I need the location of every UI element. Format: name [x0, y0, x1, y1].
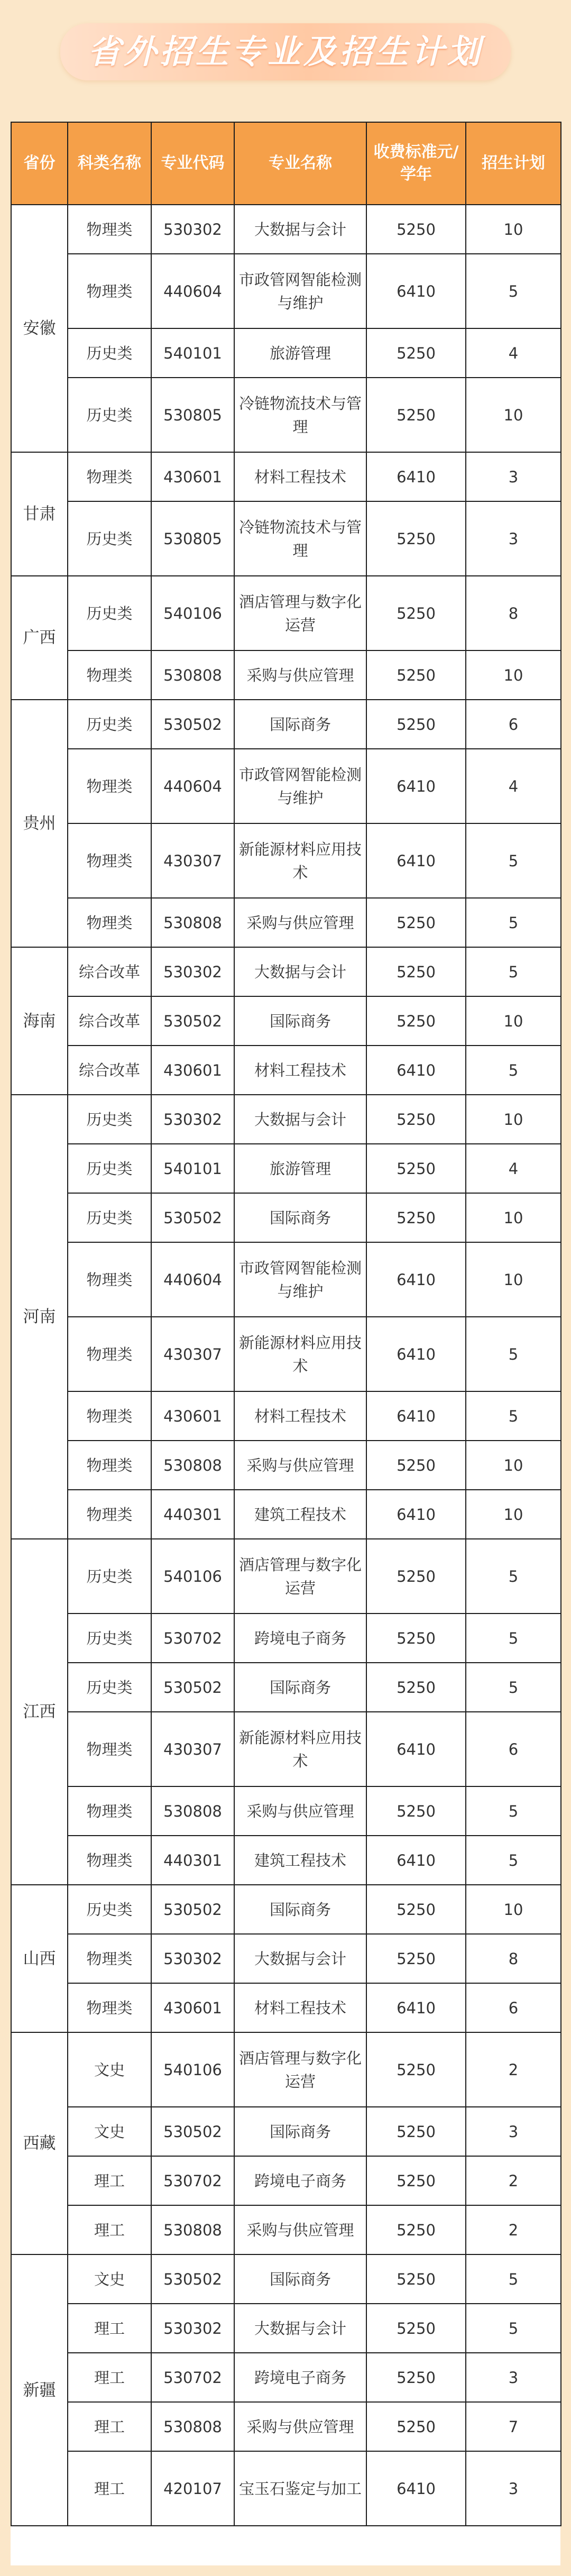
major-name-cell: 国际商务: [234, 2107, 366, 2156]
tuition-cell: 6410: [366, 1317, 466, 1391]
quota-cell: 2: [466, 2205, 561, 2254]
table-row: [11, 2353, 561, 2402]
major-name-cell: 国际商务: [234, 1885, 366, 1934]
province-cell: 河南: [11, 1095, 68, 1539]
category-cell: 历史类: [68, 328, 151, 378]
province-cell: 广西: [11, 576, 68, 700]
table-row: [11, 1663, 561, 1712]
major-name-cell: 跨境电子商务: [234, 2353, 366, 2402]
tuition-cell: 5250: [366, 2254, 466, 2304]
table-row: [11, 254, 561, 328]
major-name-cell: 采购与供应管理: [234, 1441, 366, 1490]
tuition-cell: 5250: [366, 501, 466, 576]
tuition-cell: 6410: [366, 2451, 466, 2526]
quota-cell: 5: [466, 2304, 561, 2353]
tuition-cell: 5250: [366, 650, 466, 700]
quota-cell: 5: [466, 254, 561, 328]
major-code-cell: 530302: [151, 1095, 234, 1144]
tuition-cell: 6410: [366, 452, 466, 501]
major-name-cell: 材料工程技术: [234, 1983, 366, 2032]
header-major-name: 专业名称: [234, 122, 366, 205]
quota-cell: 5: [466, 1836, 561, 1885]
category-cell: 理工: [68, 2402, 151, 2451]
category-cell: 理工: [68, 2156, 151, 2205]
quota-cell: 5: [466, 898, 561, 947]
table-row: [11, 1712, 561, 1786]
major-code-cell: 430601: [151, 1046, 234, 1095]
category-cell: 理工: [68, 2304, 151, 2353]
tuition-cell: 6410: [366, 1046, 466, 1095]
major-code-cell: 530808: [151, 650, 234, 700]
category-cell: 历史类: [68, 1663, 151, 1712]
major-name-cell: 市政管网智能检测与维护: [234, 749, 366, 823]
page-title: 省外招生专业及招生计划: [60, 23, 511, 80]
tuition-cell: 6410: [366, 749, 466, 823]
category-cell: 物理类: [68, 1712, 151, 1786]
major-name-cell: 采购与供应管理: [234, 2402, 366, 2451]
quota-cell: 5: [466, 1317, 561, 1391]
category-cell: 历史类: [68, 1193, 151, 1242]
major-code-cell: 530502: [151, 1193, 234, 1242]
tuition-cell: 5250: [366, 378, 466, 452]
major-name-cell: 冷链物流技术与管理: [234, 501, 366, 576]
quota-cell: 3: [466, 501, 561, 576]
major-name-cell: 国际商务: [234, 1663, 366, 1712]
major-name-cell: 材料工程技术: [234, 1046, 366, 1095]
table-row: [11, 1193, 561, 1242]
major-name-cell: 大数据与会计: [234, 1095, 366, 1144]
major-code-cell: 540101: [151, 1144, 234, 1193]
tuition-cell: 5250: [366, 1614, 466, 1663]
major-name-cell: 跨境电子商务: [234, 1614, 366, 1663]
table-row: [11, 205, 561, 254]
table-row: [11, 2205, 561, 2254]
major-code-cell: 530808: [151, 1441, 234, 1490]
major-code-cell: 440604: [151, 749, 234, 823]
quota-cell: 5: [466, 947, 561, 996]
category-cell: 历史类: [68, 1885, 151, 1934]
province-cell: 江西: [11, 1539, 68, 1885]
major-code-cell: 530702: [151, 2156, 234, 2205]
major-name-cell: 酒店管理与数字化运营: [234, 576, 366, 650]
category-cell: 文史: [68, 2107, 151, 2156]
tuition-cell: 6410: [366, 1490, 466, 1539]
province-cell: 海南: [11, 947, 68, 1095]
major-name-cell: 大数据与会计: [234, 2304, 366, 2353]
category-cell: 物理类: [68, 254, 151, 328]
major-code-cell: 530502: [151, 2254, 234, 2304]
table-body: [11, 205, 561, 2526]
major-name-cell: 国际商务: [234, 996, 366, 1046]
major-code-cell: 530302: [151, 205, 234, 254]
tuition-cell: 5250: [366, 1144, 466, 1193]
province-cell: 新疆: [11, 2254, 68, 2526]
table-row: [11, 1614, 561, 1663]
tuition-cell: 6410: [366, 254, 466, 328]
major-code-cell: 530502: [151, 1663, 234, 1712]
table-row: [11, 1242, 561, 1317]
category-cell: 物理类: [68, 1317, 151, 1391]
tuition-cell: 5250: [366, 1193, 466, 1242]
tuition-cell: 5250: [366, 2032, 466, 2107]
header-province: 省份: [11, 122, 68, 205]
major-code-cell: 440604: [151, 1242, 234, 1317]
tuition-cell: 5250: [366, 2304, 466, 2353]
major-code-cell: 530808: [151, 2205, 234, 2254]
major-code-cell: 530302: [151, 947, 234, 996]
major-name-cell: 旅游管理: [234, 328, 366, 378]
major-name-cell: 市政管网智能检测与维护: [234, 254, 366, 328]
major-code-cell: 430601: [151, 452, 234, 501]
major-name-cell: 采购与供应管理: [234, 1786, 366, 1836]
quota-cell: 3: [466, 2107, 561, 2156]
table-row: [11, 378, 561, 452]
table-row: [11, 2107, 561, 2156]
category-cell: 物理类: [68, 1934, 151, 1983]
major-name-cell: 新能源材料应用技术: [234, 1712, 366, 1786]
tuition-cell: 5250: [366, 576, 466, 650]
header-row: [11, 122, 561, 205]
table-row: [11, 749, 561, 823]
category-cell: 历史类: [68, 1614, 151, 1663]
tuition-cell: 6410: [366, 1391, 466, 1441]
tuition-cell: 6410: [366, 823, 466, 898]
quota-cell: 10: [466, 205, 561, 254]
category-cell: 综合改革: [68, 947, 151, 996]
province-cell: 安徽: [11, 205, 68, 452]
table-row: [11, 2032, 561, 2107]
table-row: [11, 996, 561, 1046]
major-name-cell: 酒店管理与数字化运营: [234, 1539, 366, 1614]
major-name-cell: 宝玉石鉴定与加工: [234, 2451, 366, 2526]
category-cell: 物理类: [68, 1786, 151, 1836]
major-code-cell: 530502: [151, 1885, 234, 1934]
table-row: [11, 1836, 561, 1885]
category-cell: 物理类: [68, 1391, 151, 1441]
quota-cell: 6: [466, 700, 561, 749]
category-cell: 物理类: [68, 749, 151, 823]
tuition-cell: 6410: [366, 1983, 466, 2032]
major-code-cell: 530808: [151, 898, 234, 947]
major-name-cell: 采购与供应管理: [234, 898, 366, 947]
major-code-cell: 430601: [151, 1391, 234, 1441]
category-cell: 历史类: [68, 378, 151, 452]
tuition-cell: 5250: [366, 328, 466, 378]
quota-cell: 10: [466, 650, 561, 700]
major-code-cell: 440604: [151, 254, 234, 328]
table-row: [11, 1983, 561, 2032]
table-row: [11, 700, 561, 749]
table-row: [11, 898, 561, 947]
table-row: [11, 328, 561, 378]
province-cell: 贵州: [11, 700, 68, 947]
major-code-cell: 420107: [151, 2451, 234, 2526]
category-cell: 物理类: [68, 1441, 151, 1490]
major-code-cell: 530302: [151, 2304, 234, 2353]
major-name-cell: 国际商务: [234, 1193, 366, 1242]
table-row: [11, 1095, 561, 1144]
quota-cell: 10: [466, 1095, 561, 1144]
major-name-cell: 建筑工程技术: [234, 1490, 366, 1539]
category-cell: 物理类: [68, 1490, 151, 1539]
table-row: [11, 1317, 561, 1391]
table-row: [11, 2156, 561, 2205]
quota-cell: 2: [466, 2156, 561, 2205]
category-cell: 物理类: [68, 1836, 151, 1885]
category-cell: 物理类: [68, 452, 151, 501]
quota-cell: 10: [466, 1490, 561, 1539]
major-name-cell: 冷链物流技术与管理: [234, 378, 366, 452]
tuition-cell: 5250: [366, 2107, 466, 2156]
category-cell: 物理类: [68, 898, 151, 947]
table-row: [11, 823, 561, 898]
category-cell: 历史类: [68, 1095, 151, 1144]
header-tuition: 收费标准元/学年: [366, 122, 466, 205]
admission-plan-table: [11, 122, 561, 2526]
quota-cell: 3: [466, 2451, 561, 2526]
category-cell: 物理类: [68, 1983, 151, 2032]
category-cell: 物理类: [68, 650, 151, 700]
header-category: 科类名称: [68, 122, 151, 205]
category-cell: 综合改革: [68, 996, 151, 1046]
major-code-cell: 430307: [151, 1317, 234, 1391]
quota-cell: 4: [466, 1144, 561, 1193]
tuition-cell: 6410: [366, 1712, 466, 1786]
category-cell: 文史: [68, 2032, 151, 2107]
quota-cell: 8: [466, 576, 561, 650]
province-cell: 山西: [11, 1885, 68, 2032]
quota-cell: 10: [466, 1193, 561, 1242]
major-code-cell: 440301: [151, 1490, 234, 1539]
major-code-cell: 540106: [151, 1539, 234, 1614]
major-code-cell: 530702: [151, 1614, 234, 1663]
tuition-cell: 6410: [366, 1242, 466, 1317]
quota-cell: 5: [466, 1663, 561, 1712]
tuition-cell: 5250: [366, 2205, 466, 2254]
table-row: [11, 1441, 561, 1490]
table-row: [11, 1934, 561, 1983]
quota-cell: 5: [466, 1539, 561, 1614]
category-cell: 物理类: [68, 1242, 151, 1317]
tuition-cell: 5250: [366, 1786, 466, 1836]
major-name-cell: 建筑工程技术: [234, 1836, 366, 1885]
quota-cell: 5: [466, 823, 561, 898]
category-cell: 历史类: [68, 501, 151, 576]
quota-cell: 2: [466, 2032, 561, 2107]
quota-cell: 5: [466, 1046, 561, 1095]
table-row: [11, 2304, 561, 2353]
tuition-cell: 5250: [366, 1095, 466, 1144]
tuition-cell: 5250: [366, 700, 466, 749]
quota-cell: 10: [466, 378, 561, 452]
major-code-cell: 540106: [151, 2032, 234, 2107]
quota-cell: 5: [466, 1391, 561, 1441]
major-name-cell: 材料工程技术: [234, 1391, 366, 1441]
quota-cell: 10: [466, 1441, 561, 1490]
quota-cell: 5: [466, 1786, 561, 1836]
major-code-cell: 530502: [151, 700, 234, 749]
major-code-cell: 530702: [151, 2353, 234, 2402]
tuition-cell: 5250: [366, 2156, 466, 2205]
category-cell: 物理类: [68, 205, 151, 254]
table-row: [11, 2451, 561, 2526]
tuition-cell: 5250: [366, 1663, 466, 1712]
tuition-cell: 5250: [366, 2402, 466, 2451]
tuition-cell: 5250: [366, 2353, 466, 2402]
major-name-cell: 采购与供应管理: [234, 2205, 366, 2254]
quota-cell: 4: [466, 328, 561, 378]
quota-cell: 10: [466, 1885, 561, 1934]
major-code-cell: 540101: [151, 328, 234, 378]
quota-cell: 5: [466, 2254, 561, 2304]
major-code-cell: 440301: [151, 1836, 234, 1885]
table-row: [11, 2254, 561, 2304]
category-cell: 理工: [68, 2451, 151, 2526]
tuition-cell: 5250: [366, 1441, 466, 1490]
tuition-cell: 5250: [366, 947, 466, 996]
quota-cell: 3: [466, 452, 561, 501]
major-name-cell: 大数据与会计: [234, 205, 366, 254]
major-name-cell: 旅游管理: [234, 1144, 366, 1193]
table-row: [11, 947, 561, 996]
category-cell: 历史类: [68, 576, 151, 650]
major-name-cell: 材料工程技术: [234, 452, 366, 501]
table-row: [11, 1046, 561, 1095]
category-cell: 文史: [68, 2254, 151, 2304]
major-code-cell: 430307: [151, 1712, 234, 1786]
quota-cell: 4: [466, 749, 561, 823]
table-row: [11, 576, 561, 650]
quota-cell: 7: [466, 2402, 561, 2451]
category-cell: 理工: [68, 2205, 151, 2254]
major-code-cell: 530808: [151, 2402, 234, 2451]
major-name-cell: 跨境电子商务: [234, 2156, 366, 2205]
quota-cell: 10: [466, 1242, 561, 1317]
major-code-cell: 430601: [151, 1983, 234, 2032]
major-code-cell: 530302: [151, 1934, 234, 1983]
major-code-cell: 430307: [151, 823, 234, 898]
header-quota: 招生计划: [466, 122, 561, 205]
major-name-cell: 国际商务: [234, 2254, 366, 2304]
quota-cell: 6: [466, 1983, 561, 2032]
tuition-cell: 5250: [366, 1539, 466, 1614]
tuition-cell: 5250: [366, 1934, 466, 1983]
table-row: [11, 650, 561, 700]
table-row: [11, 452, 561, 501]
category-cell: 历史类: [68, 1144, 151, 1193]
tuition-cell: 5250: [366, 1885, 466, 1934]
category-cell: 理工: [68, 2353, 151, 2402]
table-row: [11, 1786, 561, 1836]
table-row: [11, 1144, 561, 1193]
category-cell: 物理类: [68, 823, 151, 898]
table-row: [11, 1490, 561, 1539]
major-name-cell: 新能源材料应用技术: [234, 823, 366, 898]
table-row: [11, 1885, 561, 1934]
major-code-cell: 530805: [151, 378, 234, 452]
major-name-cell: 酒店管理与数字化运营: [234, 2032, 366, 2107]
province-cell: 甘肃: [11, 452, 68, 576]
major-name-cell: 国际商务: [234, 700, 366, 749]
major-name-cell: 大数据与会计: [234, 1934, 366, 1983]
header-major-code: 专业代码: [151, 122, 234, 205]
major-name-cell: 采购与供应管理: [234, 650, 366, 700]
quota-cell: 3: [466, 2353, 561, 2402]
category-cell: 历史类: [68, 1539, 151, 1614]
title-banner: [0, 23, 571, 80]
table-row: [11, 501, 561, 576]
major-name-cell: 大数据与会计: [234, 947, 366, 996]
tuition-cell: 5250: [366, 996, 466, 1046]
table-row: [11, 2402, 561, 2451]
major-code-cell: 530502: [151, 2107, 234, 2156]
province-cell: 西藏: [11, 2032, 68, 2254]
table-row: [11, 1391, 561, 1441]
quota-cell: 6: [466, 1712, 561, 1786]
major-code-cell: 540106: [151, 576, 234, 650]
major-code-cell: 530808: [151, 1786, 234, 1836]
table-row: [11, 1539, 561, 1614]
major-code-cell: 530502: [151, 996, 234, 1046]
quota-cell: 10: [466, 996, 561, 1046]
table-frame: [11, 122, 560, 2565]
major-name-cell: 市政管网智能检测与维护: [234, 1242, 366, 1317]
tuition-cell: 5250: [366, 205, 466, 254]
tuition-cell: 5250: [366, 898, 466, 947]
tuition-cell: 6410: [366, 1836, 466, 1885]
category-cell: 综合改革: [68, 1046, 151, 1095]
category-cell: 历史类: [68, 700, 151, 749]
quota-cell: 8: [466, 1934, 561, 1983]
major-name-cell: 新能源材料应用技术: [234, 1317, 366, 1391]
major-code-cell: 530805: [151, 501, 234, 576]
quota-cell: 5: [466, 1614, 561, 1663]
